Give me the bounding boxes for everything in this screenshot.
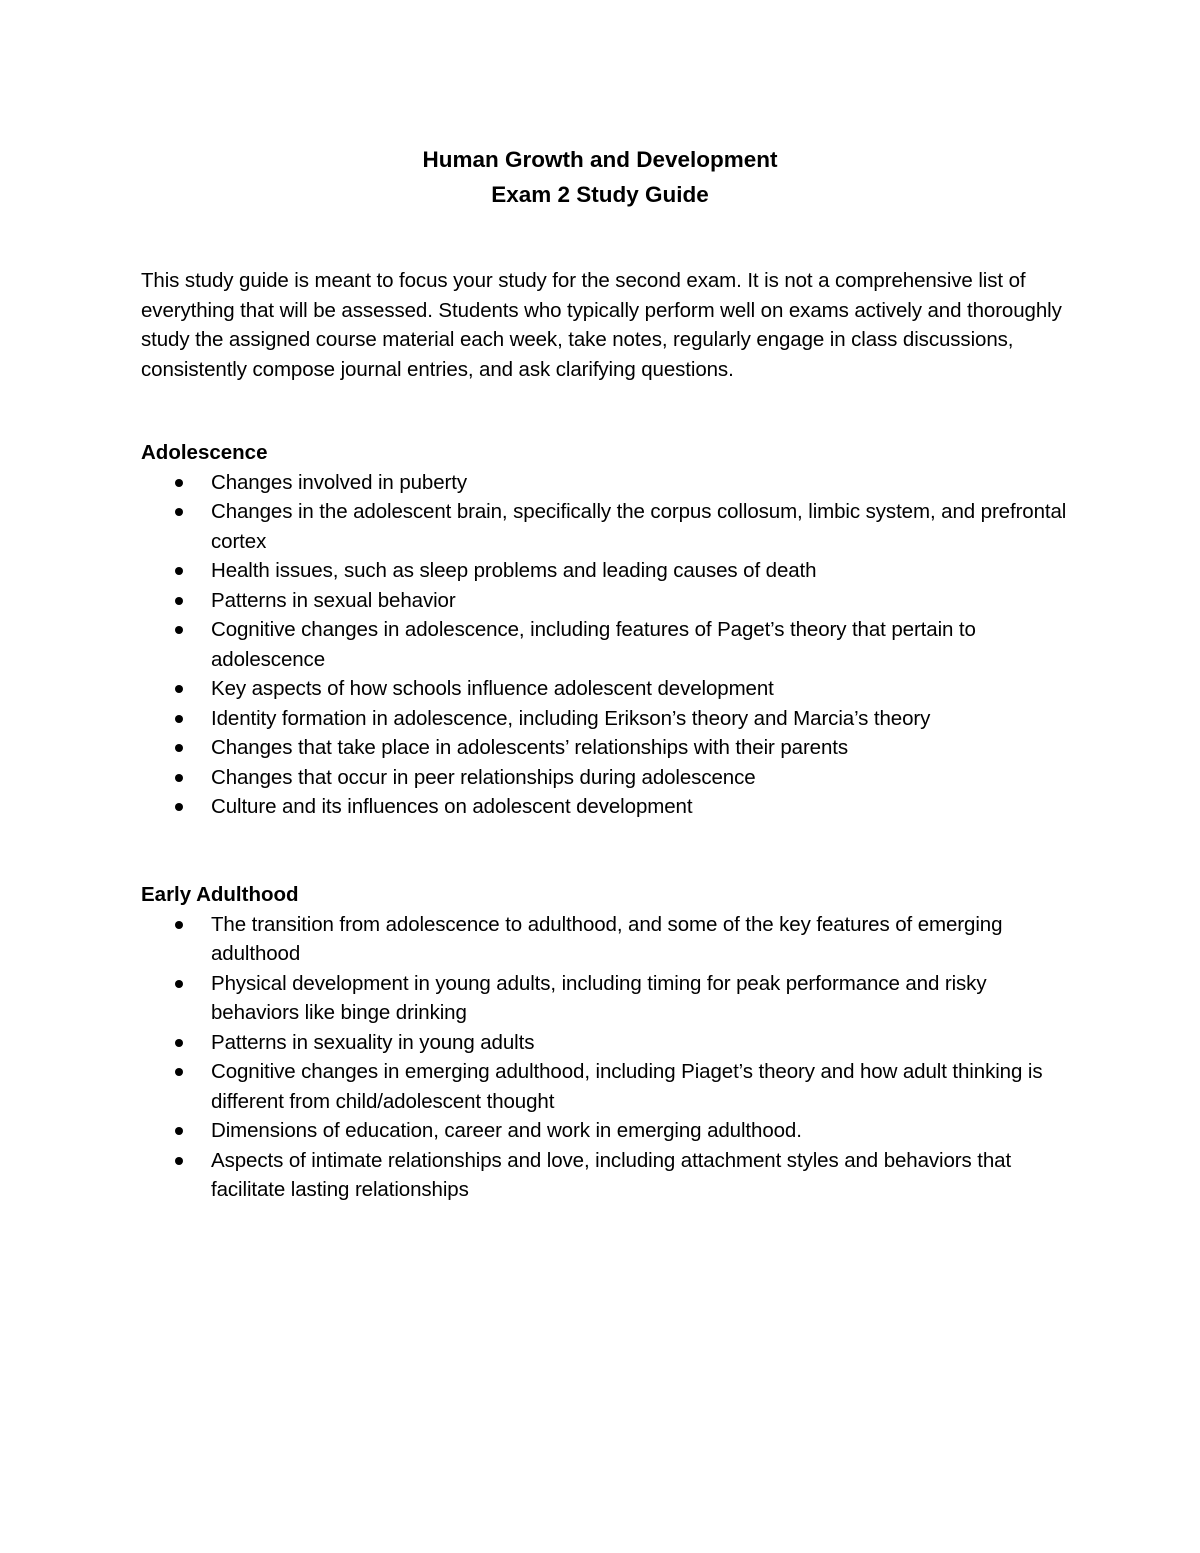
bullet-list <box>141 910 1071 1205</box>
list-item-text: Health issues, such as sleep problems and leading causes of death <box>211 559 817 582</box>
bullet-icon <box>175 1068 183 1076</box>
list-item-text: Identity formation in adolescence, including Erikson’s theory and Marcia’s theory <box>211 706 931 730</box>
bullet-icon <box>175 1039 183 1047</box>
section-heading: Early Adulthood <box>141 883 299 906</box>
list-item <box>141 1057 1071 1116</box>
bullet-icon <box>175 1127 183 1135</box>
bullet-icon <box>175 508 183 516</box>
list-item <box>141 556 1071 586</box>
bullet-icon <box>175 567 183 575</box>
list-item-text: Cognitive changes in emerging adulthood, including Piaget’s theory and how adult thinking is different from child/adolescent thought <box>211 1060 1043 1113</box>
section-early-adulthood <box>141 880 1071 1205</box>
list-item <box>141 792 1071 822</box>
bullet-icon <box>175 803 183 811</box>
list-item <box>141 969 1071 1028</box>
list-item <box>141 910 1071 969</box>
list-item <box>141 1028 1071 1058</box>
bullet-icon <box>175 921 183 929</box>
bullet-icon <box>175 626 183 634</box>
list-item <box>141 468 1071 498</box>
list-item-text: Changes that occur in peer relationships during adolescence <box>211 765 756 789</box>
bullet-icon <box>175 597 183 605</box>
document-subtitle: Exam 2 Study Guide <box>491 182 709 207</box>
list-item-text: Culture and its influences on adolescent development <box>211 795 693 818</box>
list-item <box>141 733 1071 763</box>
list-item-text: The transition from adolescence to adulthood, and some of the key features of emerging adulthood <box>211 912 1003 965</box>
section-heading: Adolescence <box>141 441 268 464</box>
bullet-icon <box>175 715 183 723</box>
bullet-icon <box>175 685 183 693</box>
bullet-icon <box>175 980 183 988</box>
list-item <box>141 1116 1071 1146</box>
list-item-text: Changes in the adolescent brain, specifically the corpus collosum, limbic system, and prefrontal cortex <box>211 500 1067 553</box>
list-item <box>141 615 1071 674</box>
bullet-icon <box>175 1157 183 1165</box>
list-item-text: Changes involved in puberty <box>211 470 467 494</box>
list-item-text: Cognitive changes in adolescence, including features of Paget’s theory that pertain to adolescence <box>211 618 976 671</box>
list-item-text: Key aspects of how schools influence adolescent development <box>211 677 774 700</box>
intro-paragraph: This study guide is meant to focus your study for the second exam. It is not a comprehensive list of everything that will be assessed. Students who typically perform well on exams actively and thoroughly study the assigned course material each week, take notes, regularly engage in class discussions, consistently compose journal entries, and ask clarifying questions. <box>141 269 1062 381</box>
bullet-icon <box>175 774 183 782</box>
list-item <box>141 674 1071 704</box>
bullet-list <box>141 468 1071 822</box>
title-block <box>0 142 1200 212</box>
list-item-text: Physical development in young adults, including timing for peak performance and risky behaviors like binge drinking <box>211 971 987 1024</box>
list-item <box>141 586 1071 616</box>
bullet-icon <box>175 744 183 752</box>
list-item-text: Patterns in sexual behavior <box>211 588 456 612</box>
list-item <box>141 1146 1071 1205</box>
document-title: Human Growth and Development <box>422 147 778 172</box>
section-adolescence <box>141 438 1071 822</box>
list-item-text: Aspects of intimate relationships and love, including attachment styles and behaviors that facilitate lasting relationships <box>211 1148 1012 1201</box>
bullet-icon <box>175 479 183 487</box>
list-item <box>141 763 1071 793</box>
list-item-text: Patterns in sexuality in young adults <box>211 1030 535 1054</box>
list-item <box>141 497 1071 556</box>
list-item-text: Changes that take place in adolescents’ relationships with their parents <box>211 736 849 759</box>
list-item <box>141 704 1071 734</box>
list-item-text: Dimensions of education, career and work in emerging adulthood. <box>211 1119 802 1142</box>
